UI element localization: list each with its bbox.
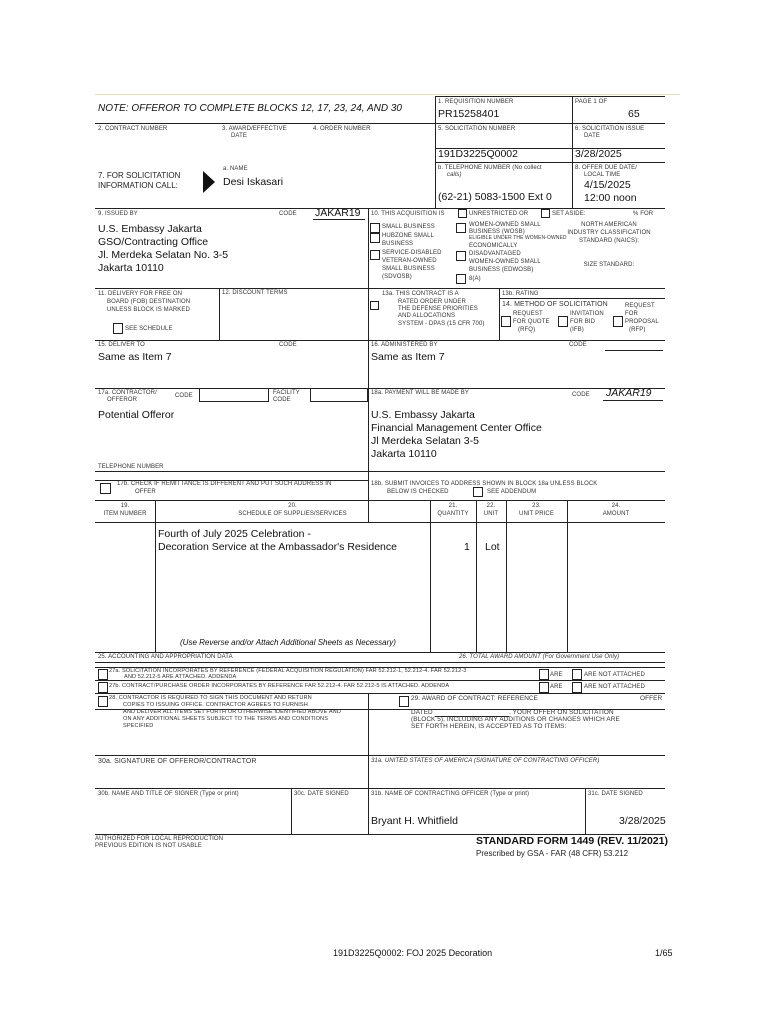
b13a-label-4: AND ALLOCATIONS [398,313,456,319]
b8-label-2: LOCAL TIME [584,172,621,178]
rule [95,788,665,789]
b12-label: 12. DISCOUNT TERMS [222,290,288,296]
see-schedule-label: SEE SCHEDULE [125,326,173,332]
b18b-label-2: BELOW IS CHECKED [387,489,449,495]
rule [435,96,436,208]
rfq-label-3: (RFQ) [518,327,536,333]
b29-offer-label: OFFER [640,695,663,702]
27a-checkbox[interactable] [98,669,108,680]
b13a-label-3: THE DEFENSE PRIORITIES [398,306,478,312]
remittance-checkbox[interactable] [100,483,111,494]
27a-are-not-checkbox[interactable] [572,669,582,680]
contact-name: Desi Iskasari [223,176,284,188]
b13a-label-5: SYSTEM - DPAS (15 CFR 700) [398,321,485,327]
ifb-checkbox[interactable] [558,316,568,327]
edwosb-label-4: BUSINESS (EDWOSB) [469,267,534,273]
rfp-checkbox[interactable] [613,316,623,327]
rule [476,500,477,652]
item-quantity: 1 [464,541,470,553]
dpas-checkbox[interactable] [370,301,379,310]
ifb-label-1: INVITATION [570,311,604,317]
document-title-footer: 191D3225Q0002: FOJ 2025 Decoration [333,948,493,958]
previous-edition: PREVIOUS EDITION IS NOT USABLE [95,843,202,849]
sdvosb-label-3: SMALL BUSINESS [382,266,435,272]
27a-are-label: ARE [550,672,563,678]
payment-line-4: Jakarta 10110 [371,448,437,460]
offer-due-time: 12:00 noon [584,192,637,204]
b18a-code-label: CODE [572,392,590,398]
offer-due-date: 4/15/2025 [584,179,631,191]
set-aside-checkbox[interactable] [541,209,550,218]
b31a-label: 31a. UNITED STATES OF AMERICA (SIGNATURE OF CONTRACTING OFFICER) [371,758,600,764]
b13b-label: 13b. RATING [502,291,539,297]
sdvosb-label-2: VETERAN-OWNED [382,258,437,264]
h21-num: 21. [448,503,458,509]
rule [95,208,665,209]
rule [499,288,500,340]
27b-are-checkbox[interactable] [539,682,549,693]
rule [95,652,665,653]
issue-date: 3/28/2025 [575,148,622,160]
rule [95,388,665,389]
contractor-name: Potential Offeror [98,409,175,421]
edwosb-label-1: ECONOMICALLY [469,243,518,249]
b28-label-1: 28. CONTRACTOR IS REQUIRED TO SIGN THIS DOCUMENT AND RETURN [109,695,312,701]
rfq-label-1: REQUEST [513,311,543,317]
payment-line-3: Jl Merdeka Selatan 3-5 [371,435,479,447]
b29-label-5: SET FORTH HEREIN, IS ACCEPTED AS TO ITEMS: [411,723,567,730]
27a-are-not-label: ARE NOT ATTACHED [584,672,645,678]
h19-num: 19. [120,503,130,509]
rfp-label-4: (RFP) [629,327,646,333]
h24-num: 24. [611,503,621,509]
27a-are-checkbox[interactable] [539,669,549,680]
b26-label: 26. TOTAL AWARD AMOUNT (For Government Use Only) [459,654,620,660]
rule [95,662,665,663]
size-standard-label: SIZE STANDARD: [583,262,635,268]
page-count: 65 [628,108,640,120]
rule [435,96,665,97]
rule [313,219,365,220]
small-business-label: SMALL BUSINESS [382,224,435,230]
rule [430,500,431,652]
sdvosb-checkbox[interactable] [370,250,380,260]
facility-label-1: FACILITY [273,390,300,396]
rule [585,788,586,834]
rule [155,500,156,652]
b18a-label: 18a. PAYMENT WILL BE MADE BY [371,390,469,396]
rule [219,288,220,340]
payment-code: JAKAR19 [606,387,652,399]
hubzone-checkbox[interactable] [370,233,380,243]
h19-label: ITEM NUMBER [103,511,147,517]
b16-label: 16. ADMINISTERED BY [371,342,438,348]
rule [605,350,663,351]
contractor-code-field[interactable] [199,388,269,402]
27b-are-not-label: ARE NOT ATTACHED [584,684,645,690]
set-aside-label: SET ASIDE: [552,211,586,217]
rfp-label-2: FOR [625,311,638,317]
b17b-label-2: OFFER [135,489,156,495]
b17a-code-label: CODE [175,393,193,399]
issuer-line-3: Jl. Merdeka Selatan No. 3-5 [98,249,229,261]
rule [435,162,665,163]
b8-label: 8. OFFER DUE DATE/ [575,165,638,171]
b28-label-2: COPIES TO ISSUING OFFICE. CONTRACTOR AGREES TO FURNISH [123,702,308,708]
issuer-code: JAKAR19 [315,207,361,219]
h20-num: 20. [288,503,297,509]
rule [95,123,665,124]
wosb-label-3: ELIGIBLE UNDER THE WOMEN-OWNED [469,235,567,241]
b27a-label-2: AND 52.212-5 ARE ATTACHED. ADDENDA [124,674,237,680]
b7b-label: b. TELEPHONE NUMBER (No collect [438,165,542,171]
rule [499,298,665,299]
requisition-number: PR15258401 [438,108,500,120]
rule [567,500,568,652]
rfq-checkbox[interactable] [501,316,511,327]
rule [603,400,663,401]
unrestricted-checkbox[interactable] [458,209,467,218]
b6-label-2: DATE [584,133,600,139]
sdvosb-label-1: SERVICE-DISABLED [382,250,442,256]
h22-num: 22. [486,503,496,509]
see-addendum-label: SEE ADDENDUM [487,489,537,495]
reverse-note: (Use Reverse and/or Attach Additional Sheets as Necessary) [180,638,396,647]
b28-label-3: AND DELIVER ALL ITEMS SET FORTH OR OTHERWISE IDENTIFIED ABOVE AND [123,709,341,715]
unrestricted-label: UNRESTRICTED OR [469,211,529,217]
rule [95,522,665,523]
8a-checkbox[interactable] [456,274,466,284]
b17a-label-1: 17a. CONTRACTOR/ [98,390,157,396]
b3-label: 3. AWARD/EFFECTIVE [222,126,287,132]
facility-code-field[interactable] [310,388,368,402]
naics-label-3: STANDARD (NAICS): [579,238,639,244]
arrow-right-icon [203,171,215,193]
telephone-label: TELEPHONE NUMBER [98,464,164,470]
b15-code-label: CODE [279,342,297,348]
prescribed-by: Prescribed by GSA - FAR (48 CFR) 53.212 [476,849,629,858]
b31b-label: 31b. NAME OF CONTRACTING OFFICER (Type or print) [371,791,530,797]
b13a-label-2: RATED ORDER UNDER [398,299,466,305]
b11-label-3: UNLESS BLOCK IS MARKED [107,307,190,313]
hubzone-label-2: BUSINESS [382,241,414,247]
edwosb-checkbox[interactable] [456,251,466,261]
edwosb-label-3: WOMEN-OWNED SMALL [469,259,541,265]
rule [95,288,665,289]
b17a-label-2: OFFEROR [107,397,138,403]
28-checkbox[interactable] [98,696,108,707]
ifb-label-2: FOR BID [570,319,596,325]
b16-code-label: CODE [569,342,587,348]
b30b-label: 30b. NAME AND TITLE OF SIGNER (Type or print) [98,791,239,797]
27b-checkbox[interactable] [98,682,108,693]
ifb-label-3: (IFB) [570,327,584,333]
sf1449-form [95,96,668,858]
naics-label-1: NORTH AMERICAN [581,222,637,228]
wosb-checkbox[interactable] [456,223,466,233]
8a-label: 8(A) [469,276,481,282]
b29-label-1: 29. AWARD OF CONTRACT: REFERENCE [411,695,539,702]
facility-label-2: CODE [273,397,291,403]
b28-label-5: SPECIFIED [123,723,154,729]
b7-label: 7. FOR SOLICITATION [98,171,181,180]
b11-label-1: 11. DELIVERY FOR FREE ON [98,291,183,297]
rule [368,693,369,834]
auth-reproduction: AUTHORIZED FOR LOCAL REPRODUCTION [95,836,224,842]
h22-label: UNIT [483,511,499,517]
small-business-checkbox[interactable] [370,223,380,233]
29-checkbox[interactable] [399,696,409,707]
rule [95,693,665,694]
solicitation-number: 191D3225Q0002 [438,148,518,160]
page-number-footer: 1/65 [655,948,673,958]
b29-label-2: DATED [411,709,433,716]
wosb-label-1: WOMEN-OWNED SMALL [469,222,541,228]
item-description-2: Decoration Service at the Ambassador's Residence [158,541,397,553]
b6-label: 6. SOLICITATION ISSUE [575,126,645,132]
b13a-label-1: 13a. THIS CONTRACT IS A [382,291,459,297]
27b-are-not-checkbox[interactable] [572,682,582,693]
b7b-label-2: calls) [447,172,462,178]
b1-label: 1. REQUISITION NUMBER [438,99,514,105]
hubzone-label: HUBZONE SMALL [382,233,434,239]
rule [95,755,665,756]
h23-num: 23. [532,503,541,509]
b25-label: 25. ACCOUNTING AND APPROPRIATION DATA [98,654,233,660]
b9-label: 9. ISSUED BY [98,211,138,217]
h23-label: UNIT PRICE [519,511,554,517]
b7a-label: a. NAME [223,166,248,172]
rfq-label-2: FOR QUOTE [513,319,550,325]
27b-are-label: ARE [550,684,563,690]
b30a-label: 30a. SIGNATURE OF OFFEROR/CONTRACTOR [98,758,257,765]
b27b-label: 27b. CONTRACT/PURCHASE ORDER INCORPORATES BY REFERENCE FAR 52.212-4. FAR 52.212-5 IS ATTACHED. ADDENDA [109,683,450,689]
issuer-line-4: Jakarta 10110 [98,262,164,274]
rule [506,500,507,652]
b17b-label-1: 17b. CHECK IF REMITTANCE IS DIFFERENT AND PUT SUCH ADDRESS IN [117,481,332,487]
edwosb-label-2: DISADVANTAGED [469,251,521,257]
b29-label-4: (BLOCK 5), INCLUDING ANY ADDITIONS OR CHANGES WHICH ARE [411,716,620,723]
h20-label: SCHEDULE OF SUPPLIES/SERVICES [238,511,347,517]
rule [572,96,573,208]
payment-line-1: U.S. Embassy Jakarta [371,409,475,421]
contact-phone: (62-21) 5083-1500 Ext 0 [438,191,552,203]
b30c-label: 30c. DATE SIGNED [294,791,349,797]
b18b-label-1: 18b. SUBMIT INVOICES TO ADDRESS SHOWN IN BLOCK 18a UNLESS BLOCK [371,481,598,487]
b14-label: 14. METHOD OF SOLICITATION [502,301,608,308]
rule [291,788,292,834]
pct-for-label: % FOR [633,211,654,217]
b31c-label: 31c. DATE SIGNED [588,791,643,797]
administered-by: Same as Item 7 [371,351,445,363]
payment-line-2: Financial Management Center Office [371,422,542,434]
top-rule [95,94,680,95]
b11-label-2: BOARD (FOB) DESTINATION [107,299,191,305]
deliver-to: Same as Item 7 [98,351,172,363]
rfp-label-1: REQUEST [625,303,655,309]
wosb-label-2: BUSINESS (WOSB) [469,229,525,235]
b2-label: 2. CONTRACT NUMBER [98,126,168,132]
item-unit: Lot [485,541,500,553]
offeror-note: NOTE: OFFEROR TO COMPLETE BLOCKS 12, 17, 23, 24, AND 30 [98,103,402,114]
issuer-line-2: GSO/Contracting Office [98,236,209,248]
naics-label-2: INDUSTRY CLASSIFICATION [567,230,651,236]
b15-label: 15. DELIVER TO [98,342,145,348]
b4-label: 4. ORDER NUMBER [313,126,371,132]
b5-label: 5. SOLICITATION NUMBER [438,126,516,132]
b28-label-4: ON ANY ADDITIONAL SHEETS SUBJECT TO THE TERMS AND CONDITIONS [123,716,329,722]
item-description-1: Fourth of July 2025 Celebration - [158,528,311,540]
rule [368,208,369,522]
b9-code-label: CODE [279,211,297,217]
b27a-label-1: 27a. SOLICITATION INCORPORATES BY REFERENCE (FEDERAL ACQUISITION REGULATION) FAR 52.212-1, 52.212-4. FAR 52.212-3 [109,668,467,674]
standard-form-title: STANDARD FORM 1449 (REV. 11/2021) [476,835,668,847]
rule [95,471,665,472]
b10-label: 10. THIS ACQUISITION IS [371,211,445,217]
sdvosb-label-4: (SDVOSB) [382,274,412,280]
rule [95,340,665,341]
h21-label: QUANTITY [437,511,469,517]
page-label: PAGE 1 OF [575,99,608,105]
rfp-label-3: PROPOSAL [625,319,659,325]
contracting-officer-name: Bryant H. Whitfield [371,815,458,827]
h24-label: AMOUNT [602,511,630,517]
see-schedule-checkbox[interactable] [113,323,123,334]
see-addendum-checkbox[interactable] [473,487,483,497]
rule [95,500,665,501]
b7-label-2: INFORMATION CALL: [98,181,178,190]
b29-label-3: . YOUR OFFER ON SOLICITATION [509,709,614,716]
b3-label-2: DATE [231,133,247,139]
issuer-line-1: U.S. Embassy Jakarta [98,223,202,235]
date-signed: 3/28/2025 [619,815,666,827]
